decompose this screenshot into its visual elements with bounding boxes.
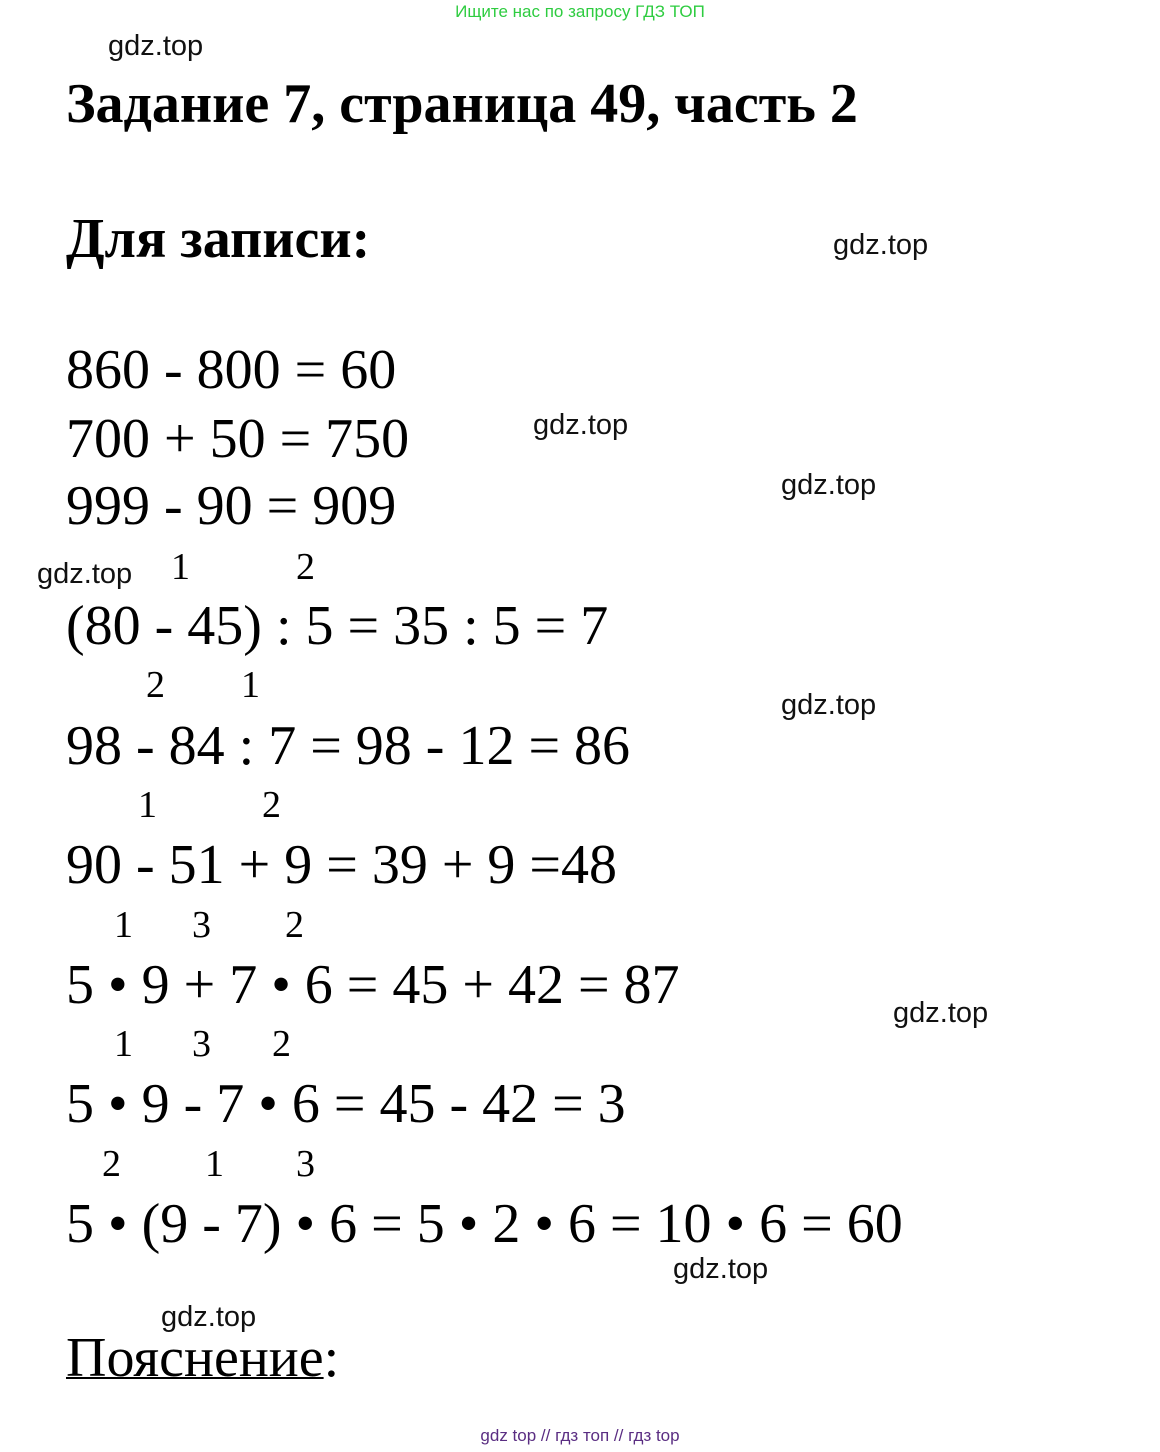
step-number: 1: [205, 1143, 224, 1185]
footer-links[interactable]: gdz top // гдз топ // гдз top: [480, 1426, 680, 1445]
equation-1: 860 - 800 = 60: [66, 339, 397, 401]
step-number: 1: [171, 546, 190, 588]
explanation-label: Пояснение: [66, 1327, 324, 1389]
equation-8: 5 • 9 - 7 • 6 = 45 - 42 = 3: [66, 1073, 626, 1135]
step-number: 2: [285, 904, 304, 946]
watermark: gdz.top: [37, 558, 133, 590]
watermark: gdz.top: [833, 229, 929, 261]
watermark: gdz.top: [893, 997, 989, 1029]
watermark: gdz.top: [781, 689, 877, 721]
section-heading: Для записи:: [66, 208, 371, 270]
equation-5: 98 - 84 : 7 = 98 - 12 = 86: [66, 715, 631, 777]
page-title: Задание 7, страница 49, часть 2: [66, 73, 858, 135]
watermark: gdz.top: [673, 1253, 769, 1285]
equation-7: 5 • 9 + 7 • 6 = 45 + 42 = 87: [66, 954, 680, 1016]
step-number: 3: [192, 904, 211, 946]
watermark: gdz.top: [533, 409, 629, 441]
step-number: 1: [114, 1023, 133, 1065]
watermark: gdz.top: [108, 30, 204, 62]
step-number: 3: [296, 1143, 315, 1185]
equation-6: 90 - 51 + 9 = 39 + 9 =48: [66, 834, 617, 896]
step-number: 2: [272, 1023, 291, 1065]
watermark: gdz.top: [781, 469, 877, 501]
step-number: 1: [241, 664, 260, 706]
equation-9: 5 • (9 - 7) • 6 = 5 • 2 • 6 = 10 • 6 = 60: [66, 1193, 903, 1255]
watermark: gdz.top: [161, 1301, 257, 1333]
equation-4: (80 - 45) : 5 = 35 : 5 = 7: [66, 595, 609, 657]
step-number: 1: [138, 784, 157, 826]
top-banner[interactable]: Ищите нас по запросу ГДЗ ТОП: [455, 2, 705, 21]
step-number: 1: [114, 904, 133, 946]
step-number: 2: [146, 664, 165, 706]
step-number: 2: [102, 1143, 121, 1185]
equation-2: 700 + 50 = 750: [66, 408, 410, 470]
step-number: 3: [192, 1023, 211, 1065]
step-number: 2: [262, 784, 281, 826]
explanation-heading: [66, 1326, 339, 1390]
equation-3: 999 - 90 = 909: [66, 475, 397, 537]
explanation-colon: :: [323, 1327, 340, 1389]
step-number: 2: [296, 546, 315, 588]
